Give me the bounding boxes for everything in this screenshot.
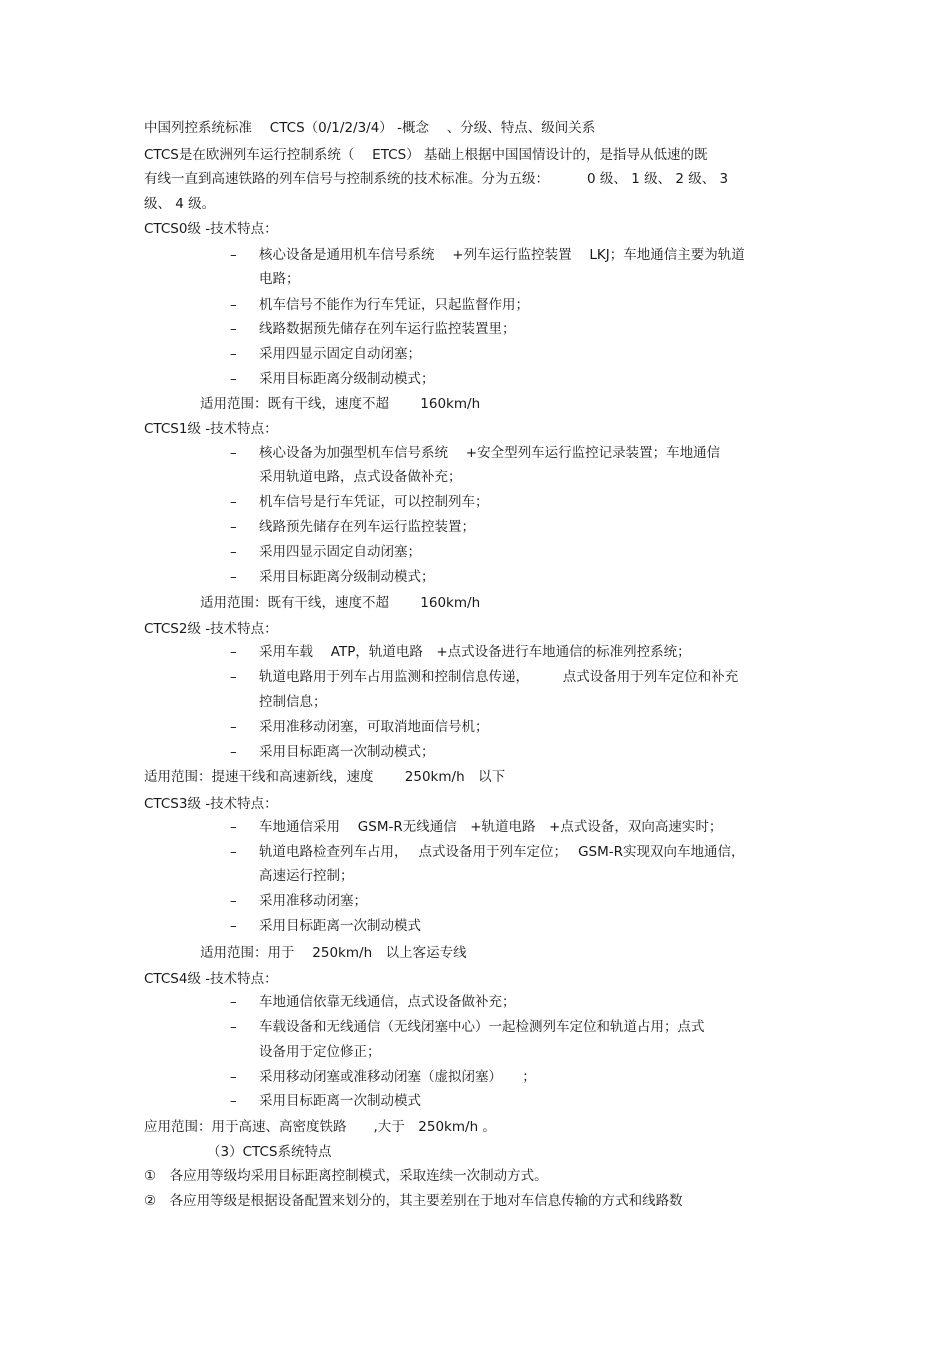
level-heading: CTCS1级 -技术特点： bbox=[144, 421, 278, 437]
list-item: 采用准移动闭塞； bbox=[259, 893, 367, 909]
bullet-dash: – bbox=[230, 297, 237, 313]
bullet-dash: – bbox=[230, 445, 237, 461]
bullet-dash: – bbox=[230, 844, 237, 860]
list-item: 轨道电路用于列车占用监测和控制信息传递， 点式设备用于列车定位和补充 bbox=[259, 669, 739, 685]
scope-line: 适用范围：提速干线和高速新线，速度 250km/h 以下 bbox=[144, 769, 506, 785]
bullet-dash: – bbox=[230, 569, 237, 585]
list-item: 线路数据预先储存在列车运行监控装置里； bbox=[259, 321, 516, 337]
intro-line: 级、 4 级。 bbox=[144, 196, 216, 212]
intro-line: CTCS是在欧洲列车运行控制系统（ ETCS） 基础上根据中国国情设计的，是指导从低速的既 bbox=[144, 147, 708, 163]
scope-line: 适用范围：用于 250km/h 以上客运专线 bbox=[200, 945, 467, 961]
list-item: 核心设备是通用机车信号系统 +列车运行监控装置 LKJ；车地通信主要为轨道 bbox=[259, 247, 745, 263]
bullet-dash: – bbox=[230, 519, 237, 535]
list-item: 车地通信依靠无线通信，点式设备做补充； bbox=[259, 994, 516, 1010]
list-item: 车载设备和无线通信（无线闭塞中心）一起检测列车定位和轨道占用；点式 bbox=[259, 1019, 705, 1035]
list-item: 采用目标距离一次制动模式； bbox=[259, 744, 435, 760]
bullet-dash: – bbox=[230, 644, 237, 660]
list-item: 采用四显示固定自动闭塞； bbox=[259, 346, 421, 362]
list-item-cont: 控制信息； bbox=[259, 694, 327, 710]
scope-line: 适用范围：既有干线，速度不超 160km/h bbox=[200, 396, 481, 412]
bullet-dash: – bbox=[230, 321, 237, 337]
list-item: 核心设备为加强型机车信号系统 +安全型列车运行监控记录装置；车地通信 bbox=[259, 445, 721, 461]
section-heading: （3）CTCS系统特点 bbox=[207, 1144, 332, 1160]
list-item: 采用目标距离分级制动模式； bbox=[259, 371, 435, 387]
scope-line: 应用范围：用于高速、高密度铁路 ,大于 250km/h 。 bbox=[144, 1119, 496, 1135]
bullet-dash: – bbox=[230, 918, 237, 934]
list-item: 车地通信采用 GSM-R无线通信 +轨道电路 +点式设备，双向高速实时； bbox=[259, 819, 723, 835]
bullet-dash: – bbox=[230, 669, 237, 685]
bullet-dash: – bbox=[230, 1069, 237, 1085]
bullet-dash: – bbox=[230, 744, 237, 760]
list-item: 机车信号是行车凭证，可以控制列车； bbox=[259, 494, 489, 510]
bullet-dash: – bbox=[230, 719, 237, 735]
bullet-dash: – bbox=[230, 1093, 237, 1109]
list-item: 采用目标距离分级制动模式； bbox=[259, 569, 435, 585]
list-item: 采用准移动闭塞，可取消地面信号机； bbox=[259, 719, 489, 735]
list-item-cont: 电路； bbox=[259, 271, 300, 287]
bullet-dash: – bbox=[230, 494, 237, 510]
bullet-dash: – bbox=[230, 247, 237, 263]
level-heading: CTCS0级 -技术特点： bbox=[144, 221, 278, 237]
list-item: 采用四显示固定自动闭塞； bbox=[259, 544, 421, 560]
bullet-dash: – bbox=[230, 346, 237, 362]
level-heading: CTCS4级 -技术特点： bbox=[144, 971, 278, 987]
list-item: 采用移动闭塞或准移动闭塞（虚拟闭塞） ； bbox=[259, 1069, 536, 1085]
list-item: 机车信号不能作为行车凭证，只起监督作用； bbox=[259, 297, 529, 313]
list-item: 采用目标距离一次制动模式 bbox=[259, 1093, 421, 1109]
level-heading: CTCS2级 -技术特点： bbox=[144, 621, 278, 637]
doc-title: 中国列控系统标准 CTCS（0/1/2/3/4） -概念 、分级、特点、级间关系 bbox=[144, 120, 596, 136]
list-item-cont: 采用轨道电路，点式设备做补充； bbox=[259, 469, 462, 485]
bullet-dash: – bbox=[230, 371, 237, 387]
numbered-point: ① 各应用等级均采用目标距离控制模式，采取连续一次制动方式。 bbox=[144, 1168, 548, 1184]
list-item: 采用目标距离一次制动模式 bbox=[259, 918, 421, 934]
list-item: 采用车载 ATP，轨道电路 +点式设备进行车地通信的标准列控系统； bbox=[259, 644, 691, 660]
bullet-dash: – bbox=[230, 544, 237, 560]
scope-line: 适用范围：既有干线，速度不超 160km/h bbox=[200, 595, 481, 611]
bullet-dash: – bbox=[230, 893, 237, 909]
numbered-point: ② 各应用等级是根据设备配置来划分的，其主要差别在于地对车信息传输的方式和线路数 bbox=[144, 1193, 683, 1209]
list-item: 线路预先储存在列车运行监控装置； bbox=[259, 519, 475, 535]
intro-line: 有线一直到高速铁路的列车信号与控制系统的技术标准。分为五级： 0 级、 1 级、 2 级、 3 bbox=[144, 171, 729, 187]
list-item-cont: 设备用于定位修正； bbox=[259, 1044, 381, 1060]
level-heading: CTCS3级 -技术特点： bbox=[144, 796, 278, 812]
list-item: 轨道电路检查列车占用， 点式设备用于列车定位； GSM-R实现双向车地通信， bbox=[259, 844, 745, 860]
bullet-dash: – bbox=[230, 994, 237, 1010]
list-item-cont: 高速运行控制； bbox=[259, 868, 354, 884]
bullet-dash: – bbox=[230, 1019, 237, 1035]
bullet-dash: – bbox=[230, 819, 237, 835]
